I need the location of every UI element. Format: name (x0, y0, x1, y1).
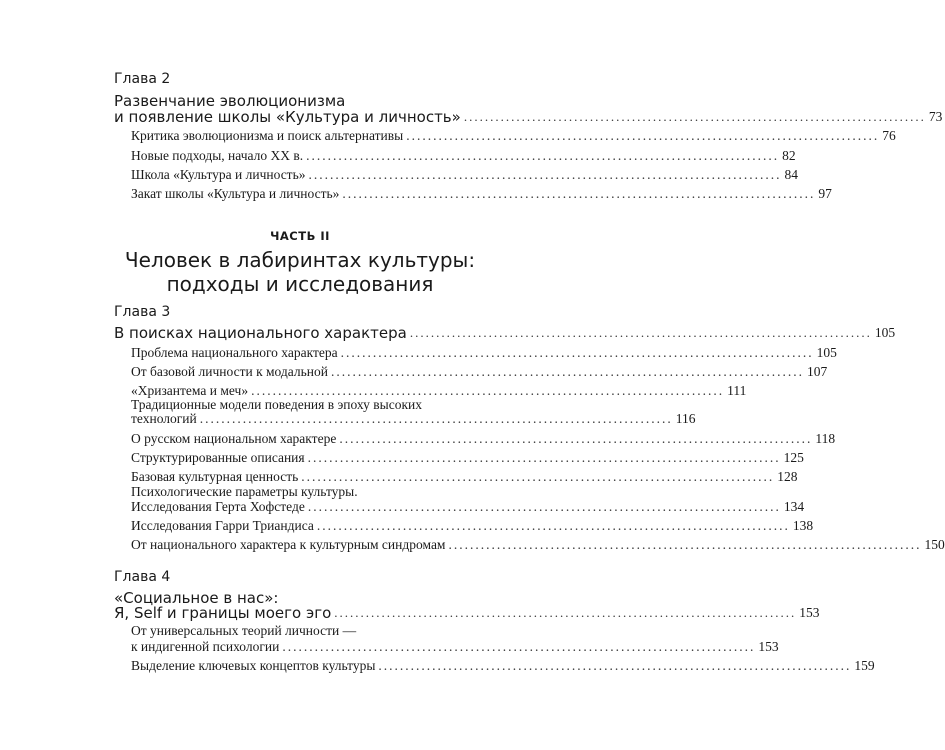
part-title-line1: Человек в лабиринтах культуры: (124, 248, 476, 272)
page-number: 107 (806, 364, 828, 379)
toc-entry-title: Проблема национального характера (131, 345, 338, 360)
dot-leader: ........................................................................................ (448, 537, 922, 552)
page-number: 105 (816, 345, 837, 360)
dot-leader: ........................................................................................ (330, 364, 804, 379)
chapter-2-title-line1: Развенчание эволюционизма (114, 92, 346, 110)
dot-leader: ........................................................................................ (340, 345, 814, 360)
dot-leader: ........................................................................................ (307, 450, 781, 465)
chapter-3-title-entry[interactable] (114, 323, 896, 343)
dot-leader: ........................................................................................ (199, 411, 673, 426)
toc-entry[interactable] (131, 148, 796, 164)
toc-entry[interactable] (131, 128, 896, 144)
toc-entry-title: Критика эволюционизма и поиск альтернативы (131, 128, 404, 143)
toc-entry[interactable] (131, 518, 814, 534)
page-number: 73 (928, 109, 943, 124)
chapter-3-label: Глава 3 (114, 304, 171, 320)
dot-leader: ........................................................................................ (409, 325, 872, 340)
page-number: 128 (777, 469, 798, 484)
page-number: 116 (675, 411, 696, 426)
toc-entry[interactable] (131, 469, 798, 485)
dot-leader: ........................................................................................ (463, 109, 926, 124)
dot-leader: ........................................................................................ (307, 499, 781, 514)
toc-entry-title-line1: Традиционные модели поведения в эпоху высоких (131, 397, 422, 412)
chapter-4-title-entry[interactable] (114, 603, 820, 623)
dot-leader: ........................................................................................ (406, 128, 880, 143)
page-number: 105 (874, 325, 896, 340)
toc-entry-title: От национального характера к культурным синдромам (131, 537, 446, 552)
toc-entry-title: Базовая культурная ценность (131, 469, 299, 484)
toc-entry-title: «Хризантема и меч» (131, 383, 249, 398)
chapter-2-title-entry[interactable] (114, 107, 943, 127)
page-number: 159 (854, 658, 875, 673)
page-number: 76 (882, 128, 896, 143)
dot-leader: ........................................................................................ (334, 605, 797, 620)
dot-leader: ........................................................................................ (308, 167, 782, 182)
toc-entry[interactable] (131, 639, 779, 655)
toc-entry[interactable] (131, 499, 805, 515)
page-number: 111 (727, 383, 747, 398)
dot-leader: ........................................................................................ (251, 383, 725, 398)
toc-entry[interactable] (131, 364, 828, 380)
page-number: 118 (815, 431, 836, 446)
toc-entry-title: Школа «Культура и личность» (131, 167, 306, 182)
toc-entry[interactable] (131, 186, 832, 202)
toc-entry-title-line2: технологий (131, 411, 197, 426)
chapter-2-title-line2: и появление школы «Культура и личность» (114, 108, 461, 126)
toc-entry-title: Выделение ключевых концептов культуры (131, 658, 376, 673)
toc-entry[interactable] (131, 431, 836, 447)
page-number: 153 (799, 605, 820, 620)
toc-entry-title-line1: Психологические параметры культуры. (131, 484, 358, 499)
dot-leader: ........................................................................................ (339, 431, 813, 446)
dot-leader: ........................................................................................ (306, 148, 780, 163)
toc-entry-title: Закат школы «Культура и личность» (131, 186, 340, 201)
chapter-4-title-line2: Я, Self и границы моего эго (114, 604, 332, 622)
dot-leader: ........................................................................................ (316, 518, 790, 533)
page-number: 82 (782, 148, 796, 163)
part-title-line2: подходы и исследования (166, 272, 434, 296)
toc-entry[interactable] (131, 411, 696, 427)
part-label: ЧАСТЬ II (270, 229, 330, 243)
toc-entry[interactable] (131, 167, 798, 183)
toc-entry-title: Исследования Гарри Триандиса (131, 518, 314, 533)
page-number: 153 (758, 639, 779, 654)
toc-entry-title: О русском национальном характере (131, 431, 337, 446)
toc-entry[interactable] (131, 345, 837, 361)
dot-leader: ........................................................................................ (378, 658, 852, 673)
toc-entry-title: Новые подходы, начало XX в. (131, 148, 304, 163)
toc-entry[interactable] (131, 450, 804, 466)
page-number: 138 (792, 518, 814, 533)
page-number: 97 (818, 186, 832, 201)
toc-entry-title-line2: к индигенной психологии (131, 639, 280, 654)
page-number: 134 (783, 499, 805, 514)
dot-leader: ........................................................................................ (301, 469, 775, 484)
page-number: 125 (783, 450, 804, 465)
toc-entry-title: Структурированные описания (131, 450, 305, 465)
toc-entry[interactable] (131, 537, 945, 553)
page-number: 150 (924, 537, 945, 552)
toc-entry[interactable] (131, 658, 875, 674)
toc-entry-title-line1: От универсальных теорий личности — (131, 623, 357, 638)
chapter-4-title-line1: «Социальное в нас»: (114, 589, 279, 607)
chapter-3-title: В поисках национального характера (114, 324, 407, 342)
toc-entry-title: От базовой личности к модальной (131, 364, 328, 379)
toc-entry-title-line2: Исследования Герта Хофстеде (131, 499, 305, 514)
chapter-2-label: Глава 2 (114, 71, 171, 87)
dot-leader: ........................................................................................ (342, 186, 816, 201)
chapter-4-label: Глава 4 (114, 569, 171, 585)
page-number: 84 (784, 167, 798, 182)
dot-leader: ........................................................................................ (282, 639, 756, 654)
